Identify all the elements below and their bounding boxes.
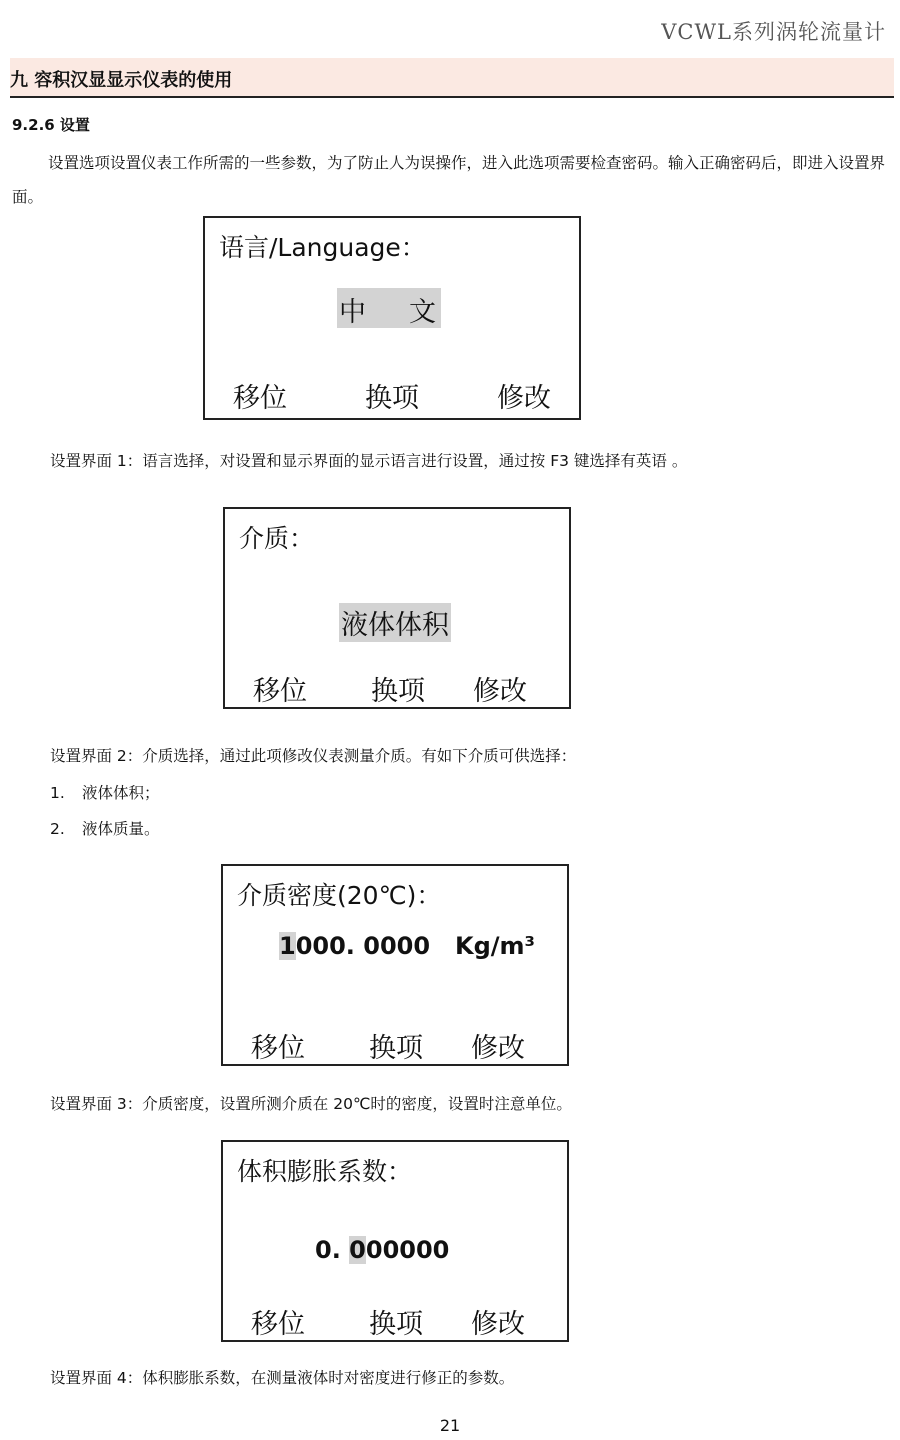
lcd-title: 介质密度(20℃)： — [237, 881, 442, 910]
screen-caption: 设置界面 4：体积膨胀系数，在测量液体时对密度进行修正的参数。 — [50, 1369, 515, 1387]
lcd-screen-density — [221, 864, 569, 1066]
screen-caption: 设置界面 1：语言选择，对设置和显示界面的显示语言进行设置，通过按 F3 键选择有英语 。 — [50, 452, 688, 470]
section-title: 九 容积汉显显示仪表的使用 — [10, 70, 233, 91]
expansion-value-rest: 00000 — [365, 1236, 450, 1264]
lcd-title: 介质： — [239, 524, 315, 553]
list-item — [50, 817, 160, 839]
softkey-shift: 移位 — [251, 1309, 305, 1340]
lcd-title: 语言/Language： — [219, 233, 426, 262]
density-value-rest: 000. 0000 — [295, 932, 431, 960]
softkey-switch: 换项 — [371, 676, 425, 707]
lcd-screen-expansion — [221, 1140, 569, 1342]
list-item-text: 液体质量。 — [82, 820, 160, 838]
softkey-modify: 修改 — [473, 676, 527, 707]
list-item-number: 1. — [50, 784, 65, 802]
softkey-modify: 修改 — [471, 1309, 525, 1340]
subsection-title: 9.2.6 设置 — [12, 116, 90, 134]
lcd-screen-medium — [223, 507, 571, 709]
lcd-value-highlight: 液体体积 — [339, 603, 451, 642]
lcd-value-highlight — [337, 288, 441, 328]
softkey-modify: 修改 — [471, 1033, 525, 1064]
list-item-text: 液体体积； — [82, 784, 160, 802]
density-unit: Kg/m³ — [455, 932, 536, 960]
list-item-number: 2. — [50, 820, 65, 838]
list-item — [50, 781, 160, 803]
softkey-shift: 移位 — [251, 1033, 305, 1064]
intro-paragraph: 设置选项设置仪表工作所需的一些参数，为了防止人为误操作，进入此选项需要检查密码。输入正确密码后，即进入设置界面。 — [12, 154, 886, 206]
lcd-value-char: 中 — [339, 297, 366, 328]
softkey-shift: 移位 — [233, 383, 287, 414]
lcd-screen-language — [203, 216, 581, 420]
expansion-value-prefix: 0. — [315, 1236, 350, 1264]
section-heading-band — [10, 58, 894, 98]
softkey-switch: 换项 — [369, 1033, 423, 1064]
lcd-value-char: 文 — [409, 297, 436, 328]
lcd-title: 体积膨胀系数： — [237, 1157, 413, 1186]
softkey-modify: 修改 — [497, 383, 551, 414]
screen-caption: 设置界面 2：介质选择，通过此项修改仪表测量介质。有如下介质可供选择： — [50, 747, 577, 765]
softkey-switch: 换项 — [369, 1309, 423, 1340]
cursor-digit: 0 — [349, 1236, 366, 1264]
density-value — [279, 932, 430, 960]
page-number: 21 — [439, 1416, 461, 1435]
expansion-value — [315, 1236, 449, 1264]
softkey-switch: 换项 — [365, 383, 419, 414]
screen-caption: 设置界面 3：介质密度，设置所测介质在 20℃时的密度，设置时注意单位。 — [50, 1095, 572, 1113]
cursor-digit: 1 — [279, 932, 296, 960]
document-header-title: VCWL系列涡轮流量计 — [661, 20, 886, 44]
softkey-shift: 移位 — [253, 676, 307, 707]
